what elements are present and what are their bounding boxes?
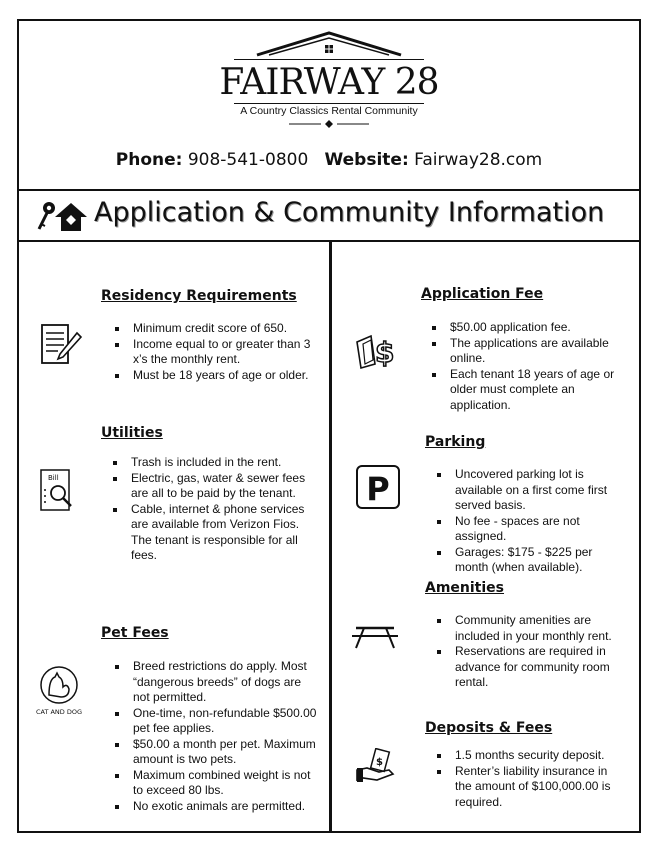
list-item: Trash is included in the rent. [113,455,313,471]
website-value: Fairway28.com [414,150,543,170]
parking-list [437,467,627,576]
list-item: Reservations are required in advance for community room rental. [437,644,627,691]
list-item: Each tenant 18 years of age or older must complete an application. [432,367,617,414]
roof-icon [249,29,409,59]
list-item: Must be 18 years of age or older. [115,368,320,384]
list-item: No exotic animals are permitted. [115,799,320,815]
list-item: Community amenities are included in your monthly rent. [437,613,627,644]
list-item: Garages: $175 - $225 per month (when available). [437,545,627,576]
utilities-list [113,455,313,564]
amenities-title: Amenities [425,580,505,596]
money-icon [353,330,399,370]
logo [19,29,639,129]
amenities-list [437,613,627,691]
list-item: Cable, internet & phone services are available from Verizon Fios. The tenant is responsible for all fees. [113,502,313,564]
phone-label: Phone: [115,150,183,170]
page-title: Application & Community Information [94,197,605,228]
list-item: No fee - spaces are not assigned. [437,514,627,545]
list-item: $50.00 a month per pet. Maximum amount is two pets. [115,737,320,768]
list-item: Renter’s liability insurance in the amount of $100,000.00 is required. [437,764,622,811]
list-item: Uncovered parking lot is available on a first come first served basis. [437,467,627,514]
parking-title: Parking [425,434,486,450]
brand-name: FAIRWAY 28 [219,62,439,103]
parking-letter: P [366,470,390,508]
contact-line [19,150,639,170]
list-item: Income equal to or greater than 3 x’s the monthly rent. [115,337,320,368]
utilities-title: Utilities [101,425,163,441]
svg-text:$: $ [375,336,395,369]
deposits-title: Deposits & Fees [425,720,553,736]
list-item: Breed restrictions do apply. Most “dangerous breeds” of dogs are not permitted. [115,659,320,706]
residency-title: Residency Requirements [101,288,297,304]
column-divider [329,242,332,833]
picnic-table-icon [350,624,402,650]
diamond-ornament-icon [269,119,389,129]
list-item: $50.00 application fee. [432,320,617,336]
tagline: A Country Classics Rental Community [240,105,418,117]
list-item: The applications are available online. [432,336,617,367]
deposits-list [437,748,622,810]
svg-text:$: $ [376,757,383,768]
pet-fees-list [115,659,320,814]
application-form-icon [39,323,83,367]
website-label: Website: [324,150,409,170]
cat-and-dog-icon [35,665,83,717]
pet-fees-title: Pet Fees [101,625,169,641]
list-item: Maximum combined weight is not to exceed 80 lbs. [115,768,320,799]
page-frame [17,19,641,833]
title-banner [19,189,639,242]
hand-money-icon [355,748,399,788]
phone-value: 908-541-0800 [187,150,309,170]
list-item: 1.5 months security deposit. [437,748,622,764]
bill-icon-label: Bill [48,474,59,482]
application-fee-list [432,320,617,413]
list-item: Electric, gas, water & sewer fees are all to be paid by the tenant. [113,471,313,502]
list-item: Minimum credit score of 650. [115,321,320,337]
header [19,21,639,189]
residency-list [115,321,320,383]
application-fee-title: Application Fee [421,286,544,302]
bill-icon [39,468,79,514]
keys-house-icon [35,199,89,233]
pet-icon-label: CAT AND DOG [35,708,83,716]
list-item: One-time, non-refundable $500.00 pet fee applies. [115,706,320,737]
parking-sign-icon [355,464,403,512]
